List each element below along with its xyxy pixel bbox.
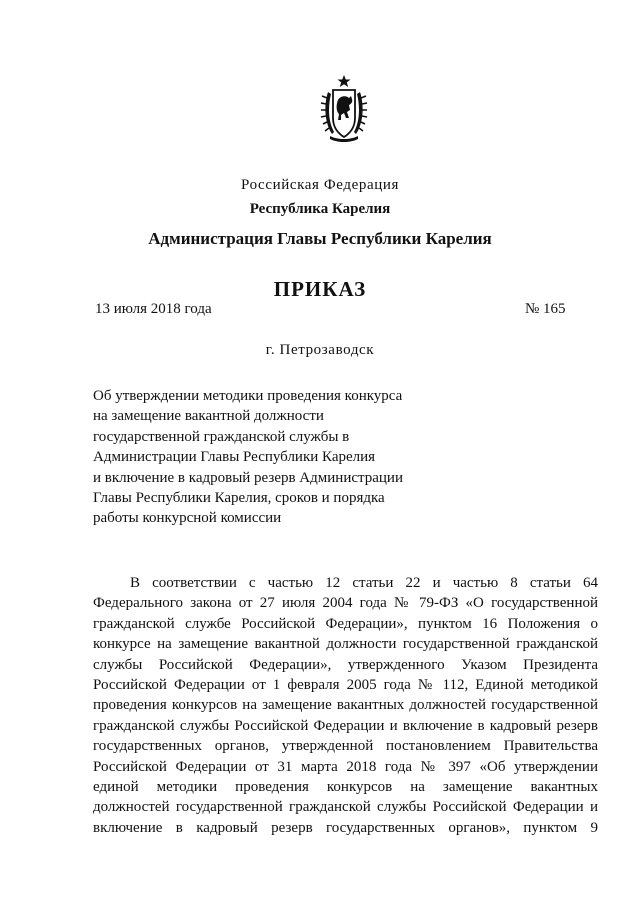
body-line: Российской Федерации от 1 февраля 2005 года № 112, Единой методикой [93,677,598,694]
subject-line: Администрации Главы Республики Карелия [93,449,376,466]
subject-line: Об утверждении методики проведения конкурса [93,388,403,404]
document-city: г. Петрозаводск [265,342,375,358]
document-date: 13 июля 2018 года [95,301,212,317]
body-line: гражданской службе Российской Федерации», пунктом 16 Положения о [93,615,598,632]
body-line: проведения конкурсов на замещение вакантных должностей государственной [93,697,598,714]
header-administration: Администрация Главы Республики Карелия [148,229,492,248]
header-republic: Республика Карелия [249,201,391,217]
body-line: службы Российской Федерации», утвержденного Указом Президента [93,656,598,673]
body-line: должностей государственной гражданской службы Российской Федерации и [93,799,598,816]
subject-line: государственной гражданской службы в [93,428,350,445]
document-subject [93,386,423,529]
document-body [93,573,598,838]
subject-line: на замещение вакантной должности [93,408,324,425]
body-line: В соответствии с частью 12 статьи 22 и частью 8 статьи 64 [130,575,598,591]
document-title: ПРИКАЗ [273,277,367,301]
document-number: № 165 [525,301,566,317]
body-line: государственных органов, утвержденной постановлением Правительства [93,738,598,755]
karelia-coat-of-arms-emblem [320,74,368,146]
header-federation: Российская Федерация [241,177,399,193]
subject-line: и включение в кадровый резерв Администрации [93,469,403,486]
body-line: гражданской службы Российской Федерации и включение в кадровый резерв [93,717,598,734]
body-line: Федерального закона от 27 июля 2004 года № 79-ФЗ «О государственной [93,595,598,612]
body-line: единой методики проведения конкурсов на замещение вакантных [93,779,598,796]
subject-line: Главы Республики Карелия, сроков и порядка [93,490,385,507]
subject-line: работы конкурсной комиссии [93,510,282,527]
body-line: Российской Федерации от 31 марта 2018 года № 397 «Об утверждении [93,758,598,775]
body-line: включение в кадровый резерв государственных органов», пунктом 9 [93,819,598,836]
body-line: конкурсе на замещение вакантной должности государственной гражданской [93,636,598,653]
